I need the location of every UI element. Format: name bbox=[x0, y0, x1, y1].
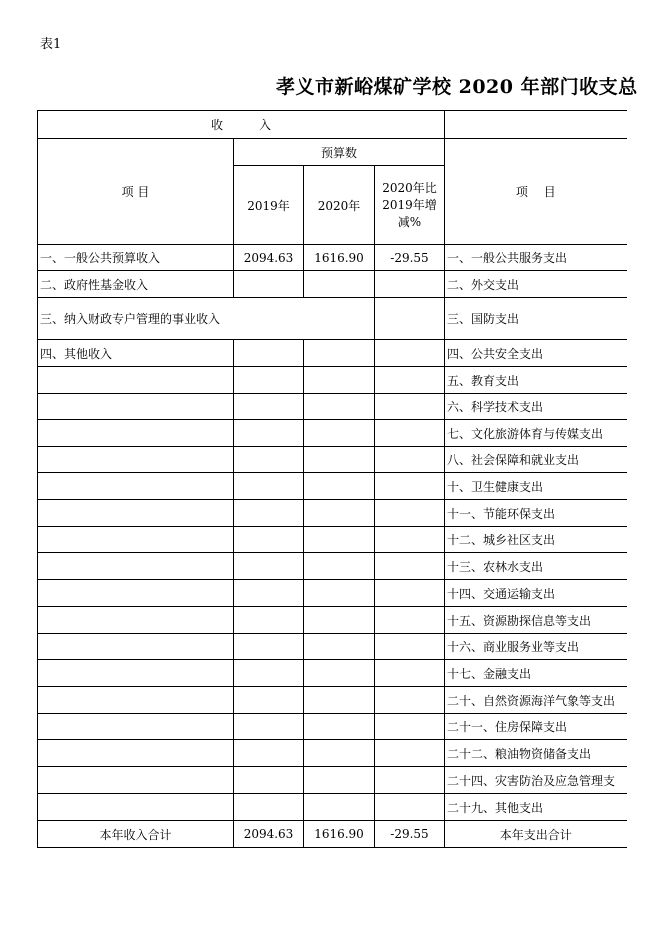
income-item bbox=[38, 527, 234, 553]
income-item: 二、政府性基金收入 bbox=[38, 271, 234, 298]
income-2019 bbox=[234, 553, 304, 580]
income-item bbox=[38, 420, 234, 447]
year-2019-header: 2019年 bbox=[234, 166, 304, 245]
income-change bbox=[375, 660, 445, 687]
table-row bbox=[38, 298, 627, 340]
expense-item: 二十二、粮油物资储备支出 bbox=[445, 740, 627, 767]
income-item-header: 项 目 bbox=[38, 139, 234, 245]
income-item: 一、一般公共预算收入 bbox=[38, 245, 234, 271]
income-2020 bbox=[304, 580, 375, 607]
income-2019 bbox=[234, 367, 304, 394]
expense-item: 十一、节能环保支出 bbox=[445, 500, 627, 527]
change-header: 2020年比2019年增减% bbox=[375, 166, 445, 245]
income-change bbox=[375, 634, 445, 660]
table-row bbox=[38, 767, 627, 794]
income-2019 bbox=[234, 580, 304, 607]
table-row bbox=[38, 245, 627, 271]
income-2019: 2094.63 bbox=[234, 245, 304, 271]
income-2020 bbox=[304, 660, 375, 687]
expense-item: 十七、金融支出 bbox=[445, 660, 627, 687]
income-change bbox=[375, 553, 445, 580]
table-row bbox=[38, 367, 627, 394]
income-2019 bbox=[234, 473, 304, 500]
income-2020 bbox=[304, 271, 375, 298]
income-item bbox=[38, 473, 234, 500]
income-change bbox=[375, 500, 445, 527]
expense-total-label: 本年支出合计 bbox=[445, 821, 627, 848]
expense-item: 六、科学技术支出 bbox=[445, 394, 627, 420]
income-item bbox=[38, 447, 234, 473]
income-2020 bbox=[304, 420, 375, 447]
income-change bbox=[375, 394, 445, 420]
table-row bbox=[38, 714, 627, 740]
income-change bbox=[375, 687, 445, 714]
income-item bbox=[38, 660, 234, 687]
income-2019 bbox=[234, 340, 304, 367]
budget-table bbox=[37, 110, 627, 848]
expense-item: 二十四、灾害防治及应急管理支 bbox=[445, 767, 627, 794]
table-row bbox=[38, 420, 627, 447]
income-item bbox=[38, 767, 234, 794]
expense-item: 八、社会保障和就业支出 bbox=[445, 447, 627, 473]
table-row bbox=[38, 634, 627, 660]
income-2020 bbox=[304, 714, 375, 740]
income-item bbox=[38, 607, 234, 634]
total-2019: 2094.63 bbox=[234, 821, 304, 848]
income-change bbox=[375, 367, 445, 394]
budget-header: 预算数 bbox=[234, 139, 445, 166]
table-row bbox=[38, 660, 627, 687]
income-2019 bbox=[234, 607, 304, 634]
income-2019 bbox=[234, 660, 304, 687]
income-header: 收 入 bbox=[38, 111, 445, 139]
expense-item: 二、外交支出 bbox=[445, 271, 627, 298]
expense-item: 十二、城乡社区支出 bbox=[445, 527, 627, 553]
income-change bbox=[375, 580, 445, 607]
expense-item: 一、一般公共服务支出 bbox=[445, 245, 627, 271]
income-change bbox=[375, 607, 445, 634]
income-change bbox=[375, 340, 445, 367]
income-item bbox=[38, 500, 234, 527]
income-change bbox=[375, 473, 445, 500]
income-change bbox=[375, 767, 445, 794]
expense-item: 十五、资源勘探信息等支出 bbox=[445, 607, 627, 634]
income-2020: 1616.90 bbox=[304, 245, 375, 271]
income-item: 三、纳入财政专户管理的事业收入 bbox=[38, 298, 375, 340]
income-item bbox=[38, 794, 234, 821]
income-2019 bbox=[234, 420, 304, 447]
expense-header bbox=[445, 111, 627, 139]
income-2020 bbox=[304, 473, 375, 500]
income-2019 bbox=[234, 527, 304, 553]
income-item bbox=[38, 394, 234, 420]
income-change bbox=[375, 740, 445, 767]
income-2019 bbox=[234, 714, 304, 740]
income-2019 bbox=[234, 794, 304, 821]
table-row bbox=[38, 500, 627, 527]
table-row bbox=[38, 527, 627, 553]
expense-item-header: 项 目 bbox=[445, 139, 627, 245]
income-change bbox=[375, 447, 445, 473]
table-row bbox=[38, 447, 627, 473]
income-2020 bbox=[304, 687, 375, 714]
table-row bbox=[38, 553, 627, 580]
table-row bbox=[38, 394, 627, 420]
income-2019 bbox=[234, 740, 304, 767]
table-row bbox=[38, 607, 627, 634]
income-2019 bbox=[234, 500, 304, 527]
table-row bbox=[38, 687, 627, 714]
income-item bbox=[38, 580, 234, 607]
expense-item: 二十九、其他支出 bbox=[445, 794, 627, 821]
income-change bbox=[375, 527, 445, 553]
income-2020 bbox=[304, 607, 375, 634]
income-2020 bbox=[304, 794, 375, 821]
expense-item: 十三、农林水支出 bbox=[445, 553, 627, 580]
income-2019 bbox=[234, 271, 304, 298]
income-item bbox=[38, 714, 234, 740]
income-2019 bbox=[234, 394, 304, 420]
income-item bbox=[38, 687, 234, 714]
table-row bbox=[38, 580, 627, 607]
table-row bbox=[38, 473, 627, 500]
expense-item: 四、公共安全支出 bbox=[445, 340, 627, 367]
income-total-label: 本年收入合计 bbox=[38, 821, 234, 848]
income-item bbox=[38, 367, 234, 394]
income-item bbox=[38, 634, 234, 660]
income-change: -29.55 bbox=[375, 245, 445, 271]
income-2020 bbox=[304, 500, 375, 527]
income-2020 bbox=[304, 740, 375, 767]
income-2020 bbox=[304, 634, 375, 660]
income-2020 bbox=[304, 447, 375, 473]
table-row bbox=[38, 794, 627, 821]
expense-item: 五、教育支出 bbox=[445, 367, 627, 394]
income-item bbox=[38, 740, 234, 767]
income-2020 bbox=[304, 527, 375, 553]
expense-item: 三、国防支出 bbox=[445, 298, 627, 340]
income-change bbox=[375, 298, 445, 340]
expense-item: 十四、交通运输支出 bbox=[445, 580, 627, 607]
income-2020 bbox=[304, 340, 375, 367]
table-label: 表1 bbox=[40, 37, 62, 52]
income-2019 bbox=[234, 687, 304, 714]
expense-item: 七、文化旅游体育与传媒支出 bbox=[445, 420, 627, 447]
table-row bbox=[38, 740, 627, 767]
income-item bbox=[38, 553, 234, 580]
income-change bbox=[375, 714, 445, 740]
total-2020: 1616.90 bbox=[304, 821, 375, 848]
expense-item: 十六、商业服务业等支出 bbox=[445, 634, 627, 660]
income-item: 四、其他收入 bbox=[38, 340, 234, 367]
income-change bbox=[375, 271, 445, 298]
income-2020 bbox=[304, 394, 375, 420]
expense-item: 二十一、住房保障支出 bbox=[445, 714, 627, 740]
table-row bbox=[38, 271, 627, 298]
income-2020 bbox=[304, 767, 375, 794]
income-2019 bbox=[234, 767, 304, 794]
income-2019 bbox=[234, 634, 304, 660]
income-change bbox=[375, 420, 445, 447]
expense-item: 二十、自然资源海洋气象等支出 bbox=[445, 687, 627, 714]
page-title: 孝义市新峪煤矿学校 2020 年部门收支总 bbox=[276, 76, 638, 98]
total-change: -29.55 bbox=[375, 821, 445, 848]
income-2020 bbox=[304, 553, 375, 580]
income-2020 bbox=[304, 367, 375, 394]
year-2020-header: 2020年 bbox=[304, 166, 375, 245]
income-change bbox=[375, 794, 445, 821]
income-2019 bbox=[234, 447, 304, 473]
table-row bbox=[38, 340, 627, 367]
expense-item: 十、卫生健康支出 bbox=[445, 473, 627, 500]
